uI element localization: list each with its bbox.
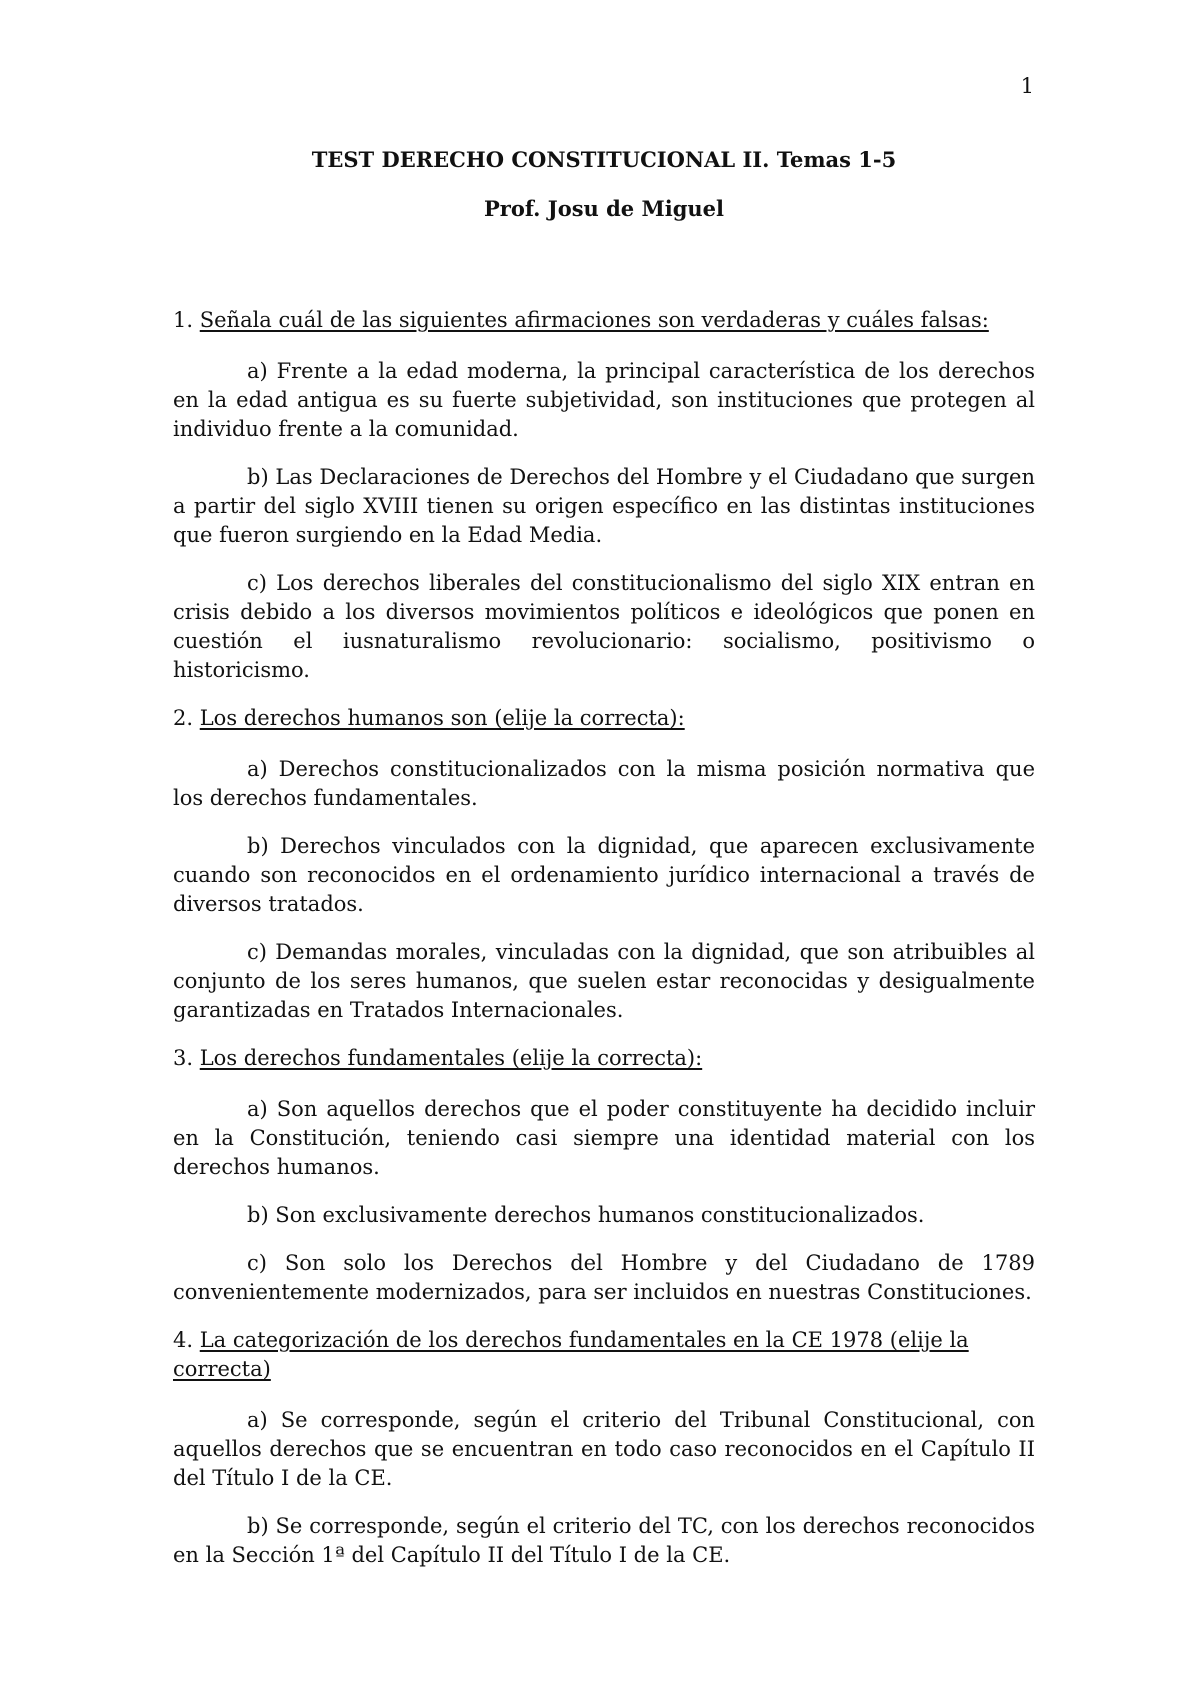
option-b: b) Las Declaraciones de Derechos del Hombre y el Ciudadano que surgen a partir del siglo XVIII tienen su origen específico en las distintas instituciones que fueron surgiendo en la Edad Media. <box>173 465 1035 547</box>
document-body <box>173 145 1035 1589</box>
option-c: c) Los derechos liberales del constitucionalismo del siglo XIX entran en crisis debido a los diversos movimientos políticos e ideológicos que ponen en cuestión el iusnaturalismo revolucionario: socialismo, positivismo o historicismo. <box>173 571 1035 682</box>
option-a: a) Se corresponde, según el criterio del Tribunal Constitucional, con aquellos derechos que se encuentran en todo caso reconocidos en el Capítulo II del Título I de la CE. <box>173 1408 1035 1490</box>
question-4 <box>173 1326 1035 1570</box>
option-a: a) Derechos constitucionalizados con la misma posición normativa que los derechos fundamentales. <box>173 757 1035 810</box>
question-number: 4. <box>173 1328 194 1352</box>
question-text: Los derechos humanos son (elije la correcta): <box>199 706 685 730</box>
question-heading <box>173 1044 1035 1073</box>
professor-name: Prof. Josu de Miguel <box>484 196 724 221</box>
question-text: Los derechos fundamentales (elije la correcta): <box>199 1046 703 1070</box>
option-b: b) Son exclusivamente derechos humanos constitucionalizados. <box>247 1203 925 1227</box>
question-3 <box>173 1044 1035 1307</box>
option-c: c) Demandas morales, vinculadas con la dignidad, que son atribuibles al conjunto de los seres humanos, que suelen estar reconocidas y desigualmente garantizadas en Tratados Internacionales. <box>173 940 1035 1022</box>
question-number: 1. <box>173 308 194 332</box>
option-c: c) Son solo los Derechos del Hombre y del Ciudadano de 1789 convenientemente modernizados, para ser incluidos en nuestras Constituciones. <box>173 1251 1035 1304</box>
page-number: 1 <box>1020 74 1034 98</box>
option-a: a) Son aquellos derechos que el poder constituyente ha decidido incluir en la Constitución, teniendo casi siempre una identidad material con los derechos humanos. <box>173 1097 1035 1179</box>
option-b: b) Se corresponde, según el criterio del TC, con los derechos reconocidos en la Sección 1ª del Capítulo II del Título I de la CE. <box>173 1514 1035 1567</box>
question-heading <box>173 704 1035 733</box>
question-heading <box>173 1326 1035 1384</box>
option-a: a) Frente a la edad moderna, la principal característica de los derechos en la edad antigua es su fuerte subjetividad, son instituciones que protegen al individuo frente a la comunidad. <box>173 359 1035 441</box>
document-title: TEST DERECHO CONSTITUCIONAL II. Temas 1-5 <box>311 147 897 172</box>
question-2 <box>173 704 1035 1025</box>
question-number: 3. <box>173 1046 194 1070</box>
question-text: Señala cuál de las siguientes afirmaciones son verdaderas y cuáles falsas: <box>199 308 989 332</box>
question-text: La categorización de los derechos fundamentales en la CE 1978 (elije la correcta) <box>173 1328 969 1381</box>
option-b: b) Derechos vinculados con la dignidad, que aparecen exclusivamente cuando son reconocidos en el ordenamiento jurídico internacional a través de diversos tratados. <box>173 834 1035 916</box>
question-number: 2. <box>173 706 194 730</box>
question-1 <box>173 306 1035 685</box>
question-heading <box>173 306 1035 335</box>
